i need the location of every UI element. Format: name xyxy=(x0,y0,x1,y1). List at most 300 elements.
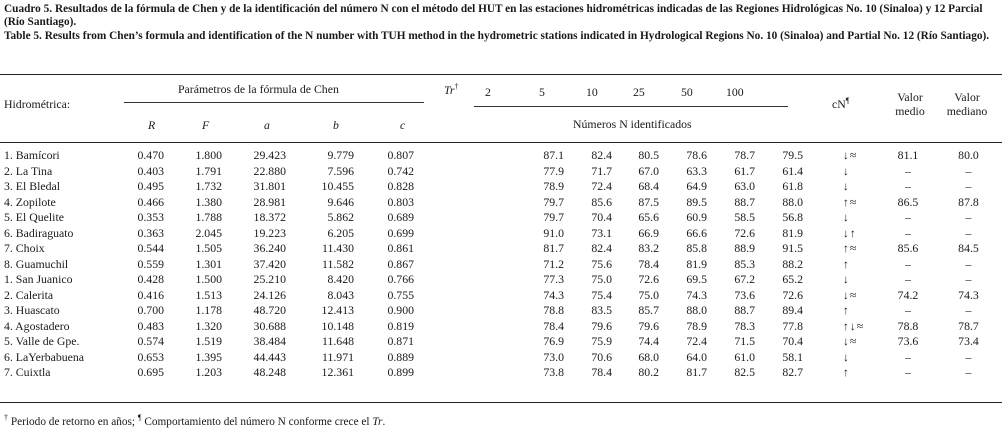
header-period-50: 50 xyxy=(681,85,693,99)
cell-n-100: 61.8 xyxy=(782,179,803,193)
cell-median: 78.7 xyxy=(958,318,979,333)
cell-median: – xyxy=(965,303,972,317)
cell-b: 8.420 xyxy=(327,272,354,286)
table-row xyxy=(0,257,999,273)
footnote-tr: Tr xyxy=(372,415,383,428)
cell-station: 5. Valle de Gpe. xyxy=(4,334,80,348)
cell-median: – xyxy=(965,272,972,286)
cell-cn-trend: ↑ xyxy=(843,365,850,379)
cell-n-50: 88.7 xyxy=(734,194,755,209)
cell-spacer xyxy=(414,303,514,319)
results-table-body xyxy=(0,148,999,381)
cell-spacer xyxy=(414,365,514,381)
cell-station: 2. La Tina xyxy=(4,163,53,178)
cell-n-10: 65.6 xyxy=(638,210,659,224)
cell-f: 1.395 xyxy=(195,349,222,364)
table-captions xyxy=(4,3,998,43)
cell-n-2: 78.8 xyxy=(543,303,564,317)
header-tr xyxy=(444,82,459,98)
results-table xyxy=(0,148,999,381)
cell-b: 10.148 xyxy=(321,318,354,333)
cell-spacer xyxy=(803,195,843,211)
cell-median: – xyxy=(965,163,972,178)
caption-spanish-text: Resultados de la fórmula de Chen y de la identificación del número N con el método del HUT en las estaciones hidrométricas indicadas de las Regiones Hidrológicas No. 10 (Sinaloa) y 12 Parcial (Río Santiago). xyxy=(4,3,983,29)
cell-f: 1.178 xyxy=(195,303,222,317)
cell-spacer xyxy=(803,303,843,319)
cell-cn-trend: ↓ xyxy=(843,272,850,286)
table-row xyxy=(0,241,999,257)
header-median-line1: Valor xyxy=(954,90,980,104)
cell-n-100: 70.4 xyxy=(782,334,803,348)
cell-spacer xyxy=(803,334,843,350)
cell-n-5: 75.4 xyxy=(591,287,612,302)
cell-n-10: 80.2 xyxy=(638,365,659,379)
header-mean xyxy=(885,90,935,118)
cell-spacer xyxy=(414,148,514,164)
cell-n-10: 79.6 xyxy=(638,318,659,333)
footnote xyxy=(4,413,385,428)
cell-a: 24.126 xyxy=(253,287,286,302)
cell-cn-trend: ↑↓≈ xyxy=(843,318,865,333)
cell-n-25: 64.9 xyxy=(686,179,707,193)
cell-spacer xyxy=(414,350,514,366)
cell-spacer xyxy=(803,148,843,164)
table-row xyxy=(0,164,999,180)
cell-a: 29.423 xyxy=(253,148,286,162)
cell-n-25: 74.3 xyxy=(686,287,707,302)
cell-mean: 85.6 xyxy=(897,241,919,255)
cell-r: 0.470 xyxy=(137,148,164,162)
cell-f: 1.320 xyxy=(195,318,222,333)
cell-n-5: 83.5 xyxy=(591,303,612,317)
cell-median: 84.5 xyxy=(958,241,979,255)
cell-r: 0.428 xyxy=(137,272,164,286)
cell-n-2: 91.0 xyxy=(543,225,564,240)
cell-station: 7. Choix xyxy=(4,241,45,255)
header-bottom-rule xyxy=(0,142,1002,143)
cell-mean: 78.8 xyxy=(897,318,919,333)
cell-n-50: 63.0 xyxy=(734,179,755,193)
top-rule xyxy=(0,74,1002,75)
cell-n-5: 79.6 xyxy=(591,318,612,333)
header-numbers-group-text: Números N identificados xyxy=(573,117,692,131)
cell-n-25: 88.0 xyxy=(686,303,707,317)
cell-mean: – xyxy=(905,365,911,379)
cell-spacer xyxy=(414,210,514,226)
cell-n-2: 77.9 xyxy=(543,163,564,178)
cell-b: 12.361 xyxy=(321,365,354,379)
cell-f: 1.505 xyxy=(195,241,222,255)
cell-a: 30.688 xyxy=(253,318,286,333)
cell-n-2: 79.7 xyxy=(543,194,564,209)
table-row xyxy=(0,272,999,288)
cell-n-5: 85.6 xyxy=(591,194,612,209)
cell-c: 0.807 xyxy=(387,148,414,162)
cell-spacer xyxy=(414,241,514,257)
cell-n-50: 61.7 xyxy=(734,163,755,178)
table-row xyxy=(0,334,999,350)
cell-n-25: 85.8 xyxy=(686,241,707,255)
cell-n-100: 65.2 xyxy=(782,272,803,286)
cell-n-100: 58.1 xyxy=(782,349,803,364)
cell-n-2: 77.3 xyxy=(543,272,564,286)
cell-b: 9.779 xyxy=(327,148,354,162)
cell-spacer xyxy=(414,334,514,350)
cell-r: 0.559 xyxy=(137,256,164,271)
table-row xyxy=(0,210,999,226)
cell-mean: 81.1 xyxy=(897,148,919,162)
cell-spacer xyxy=(803,319,843,335)
cell-b: 11.430 xyxy=(321,241,354,255)
cell-f: 1.500 xyxy=(195,272,222,286)
header-period-5: 5 xyxy=(539,85,545,99)
cell-n-5: 82.4 xyxy=(591,241,612,255)
cell-n-5: 72.4 xyxy=(591,179,612,193)
cell-r: 0.466 xyxy=(137,194,164,209)
cell-station: 8. Guamuchil xyxy=(4,256,69,271)
cell-cn-trend: ↓ xyxy=(843,210,850,224)
cell-b: 10.455 xyxy=(321,179,354,193)
cell-n-25: 78.9 xyxy=(686,318,707,333)
table-row xyxy=(0,195,999,211)
cell-n-100: 91.5 xyxy=(782,241,803,255)
cell-cn-trend: ↓ xyxy=(843,349,850,364)
cell-n-50: 67.2 xyxy=(734,272,755,286)
cell-f: 1.800 xyxy=(195,148,222,162)
cell-n-50: 71.5 xyxy=(734,334,755,348)
table-row xyxy=(0,179,999,195)
periods-rule xyxy=(474,106,788,107)
cell-f: 1.791 xyxy=(195,163,222,178)
cell-spacer xyxy=(414,272,514,288)
header-cn-mark: ¶ xyxy=(845,96,850,105)
cell-c: 0.867 xyxy=(387,256,414,271)
cell-n-2: 74.3 xyxy=(543,287,564,302)
cell-n-100: 89.4 xyxy=(782,303,803,317)
cell-n-50: 88.9 xyxy=(734,241,755,255)
header-tr-label: Tr xyxy=(444,82,455,97)
cell-cn-trend: ↑ xyxy=(843,303,850,317)
header-cn-label: cN xyxy=(832,96,846,111)
cell-b: 9.646 xyxy=(327,194,354,209)
header-chen-group: Parámetros de la fórmula de Chen xyxy=(178,82,339,96)
cell-n-5: 70.6 xyxy=(591,349,612,364)
cell-n-100: 88.0 xyxy=(782,194,803,209)
cell-a: 37.420 xyxy=(253,256,286,271)
cell-n-50: 73.6 xyxy=(734,287,755,302)
cell-r: 0.653 xyxy=(137,349,164,364)
cell-n-10: 67.0 xyxy=(638,163,659,178)
cell-n-10: 75.0 xyxy=(638,287,659,302)
cell-n-10: 74.4 xyxy=(638,334,659,348)
table-row xyxy=(0,350,999,366)
cell-n-5: 82.4 xyxy=(591,148,612,162)
cell-mean: – xyxy=(905,272,911,286)
cell-median: – xyxy=(965,225,972,240)
cell-station: 4. Agostadero xyxy=(4,318,70,333)
cell-spacer xyxy=(803,365,843,381)
cell-f: 1.519 xyxy=(195,334,222,348)
cell-c: 0.899 xyxy=(387,365,414,379)
cell-n-10: 85.7 xyxy=(638,303,659,317)
cell-spacer xyxy=(803,272,843,288)
cell-station: 3. El Bledal xyxy=(4,179,61,193)
cell-spacer xyxy=(803,210,843,226)
caption-english xyxy=(4,30,998,43)
cell-a: 18.372 xyxy=(253,210,286,224)
cell-n-2: 78.9 xyxy=(543,179,564,193)
cell-cn-trend: ↑ xyxy=(843,256,850,271)
cell-a: 44.443 xyxy=(253,349,286,364)
cell-n-10: 68.0 xyxy=(638,349,659,364)
cell-r: 0.483 xyxy=(137,318,164,333)
cell-median: 74.3 xyxy=(958,287,979,302)
cell-station: 1. San Juanico xyxy=(4,272,73,286)
cell-n-2: 76.9 xyxy=(543,334,564,348)
cell-n-2: 79.7 xyxy=(543,210,564,224)
header-median-line2: mediano xyxy=(946,104,988,118)
cell-spacer xyxy=(414,179,514,195)
cell-f: 2.045 xyxy=(195,225,222,240)
footnote-text-2: Comportamiento del número N conforme crece el xyxy=(141,415,373,428)
cell-n-25: 64.0 xyxy=(686,349,707,364)
header-period-2: 2 xyxy=(485,85,491,99)
cell-n-50: 88.7 xyxy=(734,303,755,317)
cell-spacer xyxy=(414,195,514,211)
cell-spacer xyxy=(803,288,843,304)
cell-n-5: 75.9 xyxy=(591,334,612,348)
cell-n-50: 85.3 xyxy=(734,256,755,271)
cell-r: 0.353 xyxy=(137,210,164,224)
cell-n-2: 78.4 xyxy=(543,318,564,333)
cell-mean: – xyxy=(905,225,911,240)
cell-median: – xyxy=(965,349,972,364)
cell-n-2: 71.2 xyxy=(543,256,564,271)
cell-f: 1.513 xyxy=(195,287,222,302)
cell-n-25: 81.9 xyxy=(686,256,707,271)
cell-median: – xyxy=(965,256,972,271)
cell-b: 6.205 xyxy=(327,225,354,240)
cell-f: 1.203 xyxy=(195,365,222,379)
cell-mean: – xyxy=(905,210,911,224)
chen-group-rule xyxy=(124,102,424,103)
header-param-R: R xyxy=(148,118,156,132)
cell-n-100: 77.8 xyxy=(782,318,803,333)
cell-n-10: 83.2 xyxy=(638,241,659,255)
cell-b: 5.862 xyxy=(327,210,354,224)
cell-b: 8.043 xyxy=(327,287,354,302)
cell-n-25: 60.9 xyxy=(686,210,707,224)
cell-r: 0.416 xyxy=(137,287,164,302)
header-period-25: 25 xyxy=(633,85,645,99)
cell-n-100: 61.4 xyxy=(782,163,803,178)
header-tr-mark: † xyxy=(454,82,459,91)
cell-mean: – xyxy=(905,179,911,193)
cell-station: 7. Cuixtla xyxy=(4,365,51,379)
header-period-10: 10 xyxy=(586,85,598,99)
header-mean-line2: medio xyxy=(895,104,925,118)
cell-mean: – xyxy=(905,303,911,317)
cell-n-5: 71.7 xyxy=(591,163,612,178)
cell-cn-trend: ↓≈ xyxy=(843,334,858,348)
cell-n-5: 75.0 xyxy=(591,272,612,286)
cell-r: 0.695 xyxy=(137,365,164,379)
cell-n-2: 87.1 xyxy=(543,148,564,162)
cell-a: 48.248 xyxy=(253,365,286,379)
cell-cn-trend: ↓ xyxy=(843,163,850,178)
cell-r: 0.363 xyxy=(137,225,164,240)
header-cn xyxy=(832,96,849,112)
cell-a: 19.223 xyxy=(253,225,286,240)
cell-n-100: 56.8 xyxy=(782,210,803,224)
cell-n-2: 81.7 xyxy=(543,241,564,255)
cell-c: 0.861 xyxy=(387,241,414,255)
footnote-text-1: Periodo de retorno en años; xyxy=(8,415,138,428)
cell-n-25: 72.4 xyxy=(686,334,707,348)
cell-median: 87.8 xyxy=(958,194,979,209)
cell-b: 11.648 xyxy=(321,334,354,348)
cell-r: 0.403 xyxy=(137,163,164,178)
cell-n-100: 81.9 xyxy=(782,225,803,240)
cell-mean: – xyxy=(905,349,911,364)
table-row xyxy=(0,148,999,164)
cell-r: 0.700 xyxy=(137,303,164,317)
cell-n-50: 61.0 xyxy=(734,349,755,364)
cell-median: – xyxy=(965,210,972,224)
bottom-rule xyxy=(0,402,1002,403)
cell-n-100: 72.6 xyxy=(782,287,803,302)
cell-station: 4. Zopilote xyxy=(4,194,56,209)
cell-spacer xyxy=(803,350,843,366)
cell-n-10: 72.6 xyxy=(638,272,659,286)
cell-a: 25.210 xyxy=(253,272,286,286)
cell-n-10: 66.9 xyxy=(638,225,659,240)
cell-station: 6. LaYerbabuena xyxy=(4,349,85,364)
cell-median: 73.4 xyxy=(958,334,979,348)
cell-median: – xyxy=(965,179,972,193)
table-row xyxy=(0,319,999,335)
footnote-end: . xyxy=(382,415,386,428)
cell-spacer xyxy=(414,288,514,304)
cell-c: 0.689 xyxy=(387,210,414,224)
cell-f: 1.301 xyxy=(195,256,222,271)
cell-cn-trend: ↓ xyxy=(843,179,850,193)
cell-n-100: 79.5 xyxy=(782,148,803,162)
cell-spacer xyxy=(414,319,514,335)
cell-spacer xyxy=(803,164,843,180)
cell-n-5: 75.6 xyxy=(591,256,612,271)
footnote-mark-2: ¶ xyxy=(137,413,142,422)
cell-a: 28.981 xyxy=(253,194,286,209)
cell-f: 1.732 xyxy=(195,179,222,193)
cell-n-50: 78.7 xyxy=(734,148,755,162)
cell-c: 0.803 xyxy=(387,194,414,209)
cell-n-5: 78.4 xyxy=(591,365,612,379)
cell-n-25: 78.6 xyxy=(686,148,707,162)
cell-median: – xyxy=(965,365,972,379)
cell-a: 36.240 xyxy=(253,241,286,255)
cell-r: 0.544 xyxy=(137,241,164,255)
cell-n-50: 82.5 xyxy=(734,365,755,379)
header-param-b: b xyxy=(333,118,339,132)
cell-n-25: 81.7 xyxy=(686,365,707,379)
cell-mean: – xyxy=(905,163,911,178)
cell-c: 0.766 xyxy=(387,272,414,286)
cell-station: 1. Bamícori xyxy=(4,148,60,162)
cell-spacer xyxy=(803,241,843,257)
cell-spacer xyxy=(803,257,843,273)
cell-f: 1.380 xyxy=(195,194,222,209)
cell-cn-trend: ↓≈ xyxy=(843,287,858,302)
caption-english-text: Results from Chen’s formula and identification of the N number with TUH method in the hydrometric stations indicated in Hydrological Regions No. 10 (Sinaloa) and Partial No. 12 (Río Santiago). xyxy=(44,29,990,42)
cell-spacer xyxy=(414,226,514,242)
cell-a: 48.720 xyxy=(253,303,286,317)
cell-c: 0.699 xyxy=(387,225,414,240)
cell-c: 0.828 xyxy=(387,179,414,193)
cell-cn-trend: ↑≈ xyxy=(843,194,858,209)
cell-mean: 86.5 xyxy=(897,194,919,209)
cell-b: 7.596 xyxy=(327,163,354,178)
cell-n-25: 66.6 xyxy=(686,225,707,240)
cell-n-50: 58.5 xyxy=(734,210,755,224)
cell-spacer xyxy=(803,179,843,195)
cell-median: 80.0 xyxy=(958,148,979,162)
header-numbers-group xyxy=(573,117,692,132)
cell-mean: 74.2 xyxy=(897,287,919,302)
cell-c: 0.889 xyxy=(387,349,414,364)
cell-a: 38.484 xyxy=(253,334,286,348)
cell-cn-trend: ↓≈ xyxy=(843,148,858,162)
cell-n-50: 72.6 xyxy=(734,225,755,240)
cell-c: 0.755 xyxy=(387,287,414,302)
header-period-100: 100 xyxy=(726,85,744,99)
caption-english-label: Table 5. xyxy=(4,29,42,42)
header-station: Hidrométrica: xyxy=(4,97,71,111)
cell-n-5: 70.4 xyxy=(591,210,612,224)
cell-n-25: 63.3 xyxy=(686,163,707,178)
cell-n-5: 73.1 xyxy=(591,225,612,240)
cell-n-100: 82.7 xyxy=(782,365,803,379)
cell-spacer xyxy=(414,257,514,273)
table-row xyxy=(0,288,999,304)
header-param-F: F xyxy=(202,118,210,132)
header-mean-line1: Valor xyxy=(897,90,923,104)
cell-a: 22.880 xyxy=(253,163,286,178)
footnote-mark-1: † xyxy=(4,413,8,422)
cell-spacer xyxy=(414,164,514,180)
header-param-c: c xyxy=(400,118,406,132)
table-row xyxy=(0,303,999,319)
cell-spacer xyxy=(803,226,843,242)
cell-n-25: 89.5 xyxy=(686,194,707,209)
caption-spanish xyxy=(4,3,998,30)
cell-f: 1.788 xyxy=(195,210,222,224)
table-row xyxy=(0,226,999,242)
cell-n-50: 78.3 xyxy=(734,318,755,333)
cell-n-25: 69.5 xyxy=(686,272,707,286)
cell-n-10: 78.4 xyxy=(638,256,659,271)
cell-station: 3. Huascato xyxy=(4,303,60,317)
cell-c: 0.871 xyxy=(387,334,414,348)
cell-cn-trend: ↑≈ xyxy=(843,241,858,255)
cell-c: 0.742 xyxy=(387,163,414,178)
cell-n-10: 80.5 xyxy=(638,148,659,162)
cell-b: 11.971 xyxy=(321,349,354,364)
cell-n-10: 68.4 xyxy=(638,179,659,193)
cell-r: 0.574 xyxy=(137,334,164,348)
table-row xyxy=(0,365,999,381)
header-param-a: a xyxy=(264,118,270,132)
